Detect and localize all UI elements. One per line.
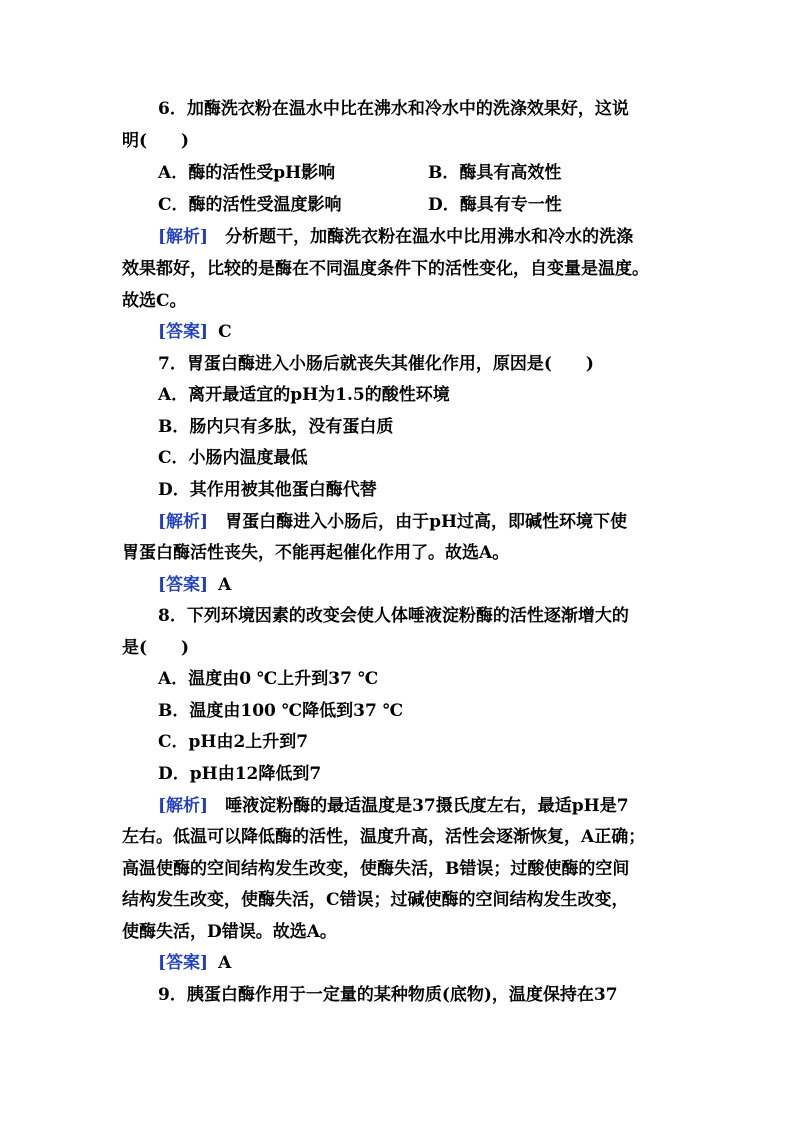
analysis-tag: [解析] (158, 796, 209, 816)
q8-option-d: D．pH由12降低到7 (158, 764, 322, 784)
q6-analysis-line1 (158, 225, 633, 249)
q7-stem-line1: 7．胃蛋白酶进入小肠后就丧失其催化作用，原因是( ) (158, 354, 594, 374)
answer-tag: [答案] (158, 322, 209, 342)
answer-value: C (218, 322, 232, 342)
analysis-text: 胃蛋白酶进入小肠后，由于pH过高，即碱性环境下使 (208, 512, 628, 532)
q8-analysis-line1 (158, 794, 629, 818)
answer-value: A (218, 575, 232, 595)
analysis-tag: [解析] (158, 512, 209, 532)
q6-option-c: C．酶的活性受温度影响 (158, 195, 342, 215)
analysis-tag: [解析] (158, 227, 209, 247)
q9-stem-line1: 9．胰蛋白酶作用于一定量的某种物质(底物)，温度保持在37 (158, 985, 618, 1005)
q8-answer (158, 951, 231, 975)
q7-option-c: C．小肠内温度最低 (158, 448, 308, 468)
answer-value: A (218, 953, 232, 973)
q8-analysis-line5: 使酶失活，D错误。故选A。 (122, 922, 337, 942)
q8-option-a: A．温度由0 ℃上升到37 ℃ (158, 669, 379, 689)
answer-tag: [答案] (158, 953, 209, 973)
analysis-text: 唾液淀粉酶的最适温度是37摄氏度左右，最适pH是7 (208, 796, 629, 816)
q8-analysis-line2: 左右。低温可以降低酶的活性，温度升高，活性会逐渐恢复，A正确； (122, 827, 646, 847)
q7-option-a: A．离开最适宜的pH为1.5的酸性环境 (158, 385, 450, 405)
q7-answer (158, 573, 231, 597)
q6-option-a: A．酶的活性受pH影响 (158, 163, 336, 183)
q8-option-c: C．pH由2上升到7 (158, 732, 309, 752)
q7-analysis-line1 (158, 510, 627, 534)
q8-option-b: B．温度由100 ℃降低到37 ℃ (158, 701, 404, 721)
q6-stem-line1: 6．加酶洗衣粉在温水中比在沸水和冷水中的洗涤效果好，这说 (158, 99, 629, 119)
q6-option-b: B．酶具有高效性 (428, 163, 562, 183)
q6-answer (158, 320, 232, 344)
q6-stem-line2: 明( ) (122, 131, 190, 151)
q7-analysis-line2: 胃蛋白酶活性丧失，不能再起催化作用了。故选A。 (122, 543, 510, 563)
q6-analysis-line2: 效果都好，比较的是酶在不同温度条件下的活性变化，自变量是温度。 (122, 259, 649, 279)
q8-stem-line1: 8．下列环境因素的改变会使人体唾液淀粉酶的活性逐渐增大的 (158, 606, 629, 626)
q8-analysis-line4: 结构发生改变，使酶失活，C错误；过碱使酶的空间结构发生改变， (122, 890, 629, 910)
q8-stem-line2: 是( ) (122, 638, 190, 658)
answer-tag: [答案] (158, 575, 209, 595)
analysis-text: 分析题干，加酶洗衣粉在温水中比用沸水和冷水的洗涤 (208, 227, 634, 247)
q7-option-b: B．肠内只有多肽，没有蛋白质 (158, 417, 394, 437)
q6-analysis-line3: 故选C。 (122, 291, 187, 311)
q7-option-d: D．其作用被其他蛋白酶代替 (158, 480, 377, 500)
q6-option-d: D．酶具有专一性 (428, 195, 562, 215)
q8-analysis-line3: 高温使酶的空间结构发生改变，使酶失活，B错误；过酸使酶的空间 (122, 859, 630, 879)
